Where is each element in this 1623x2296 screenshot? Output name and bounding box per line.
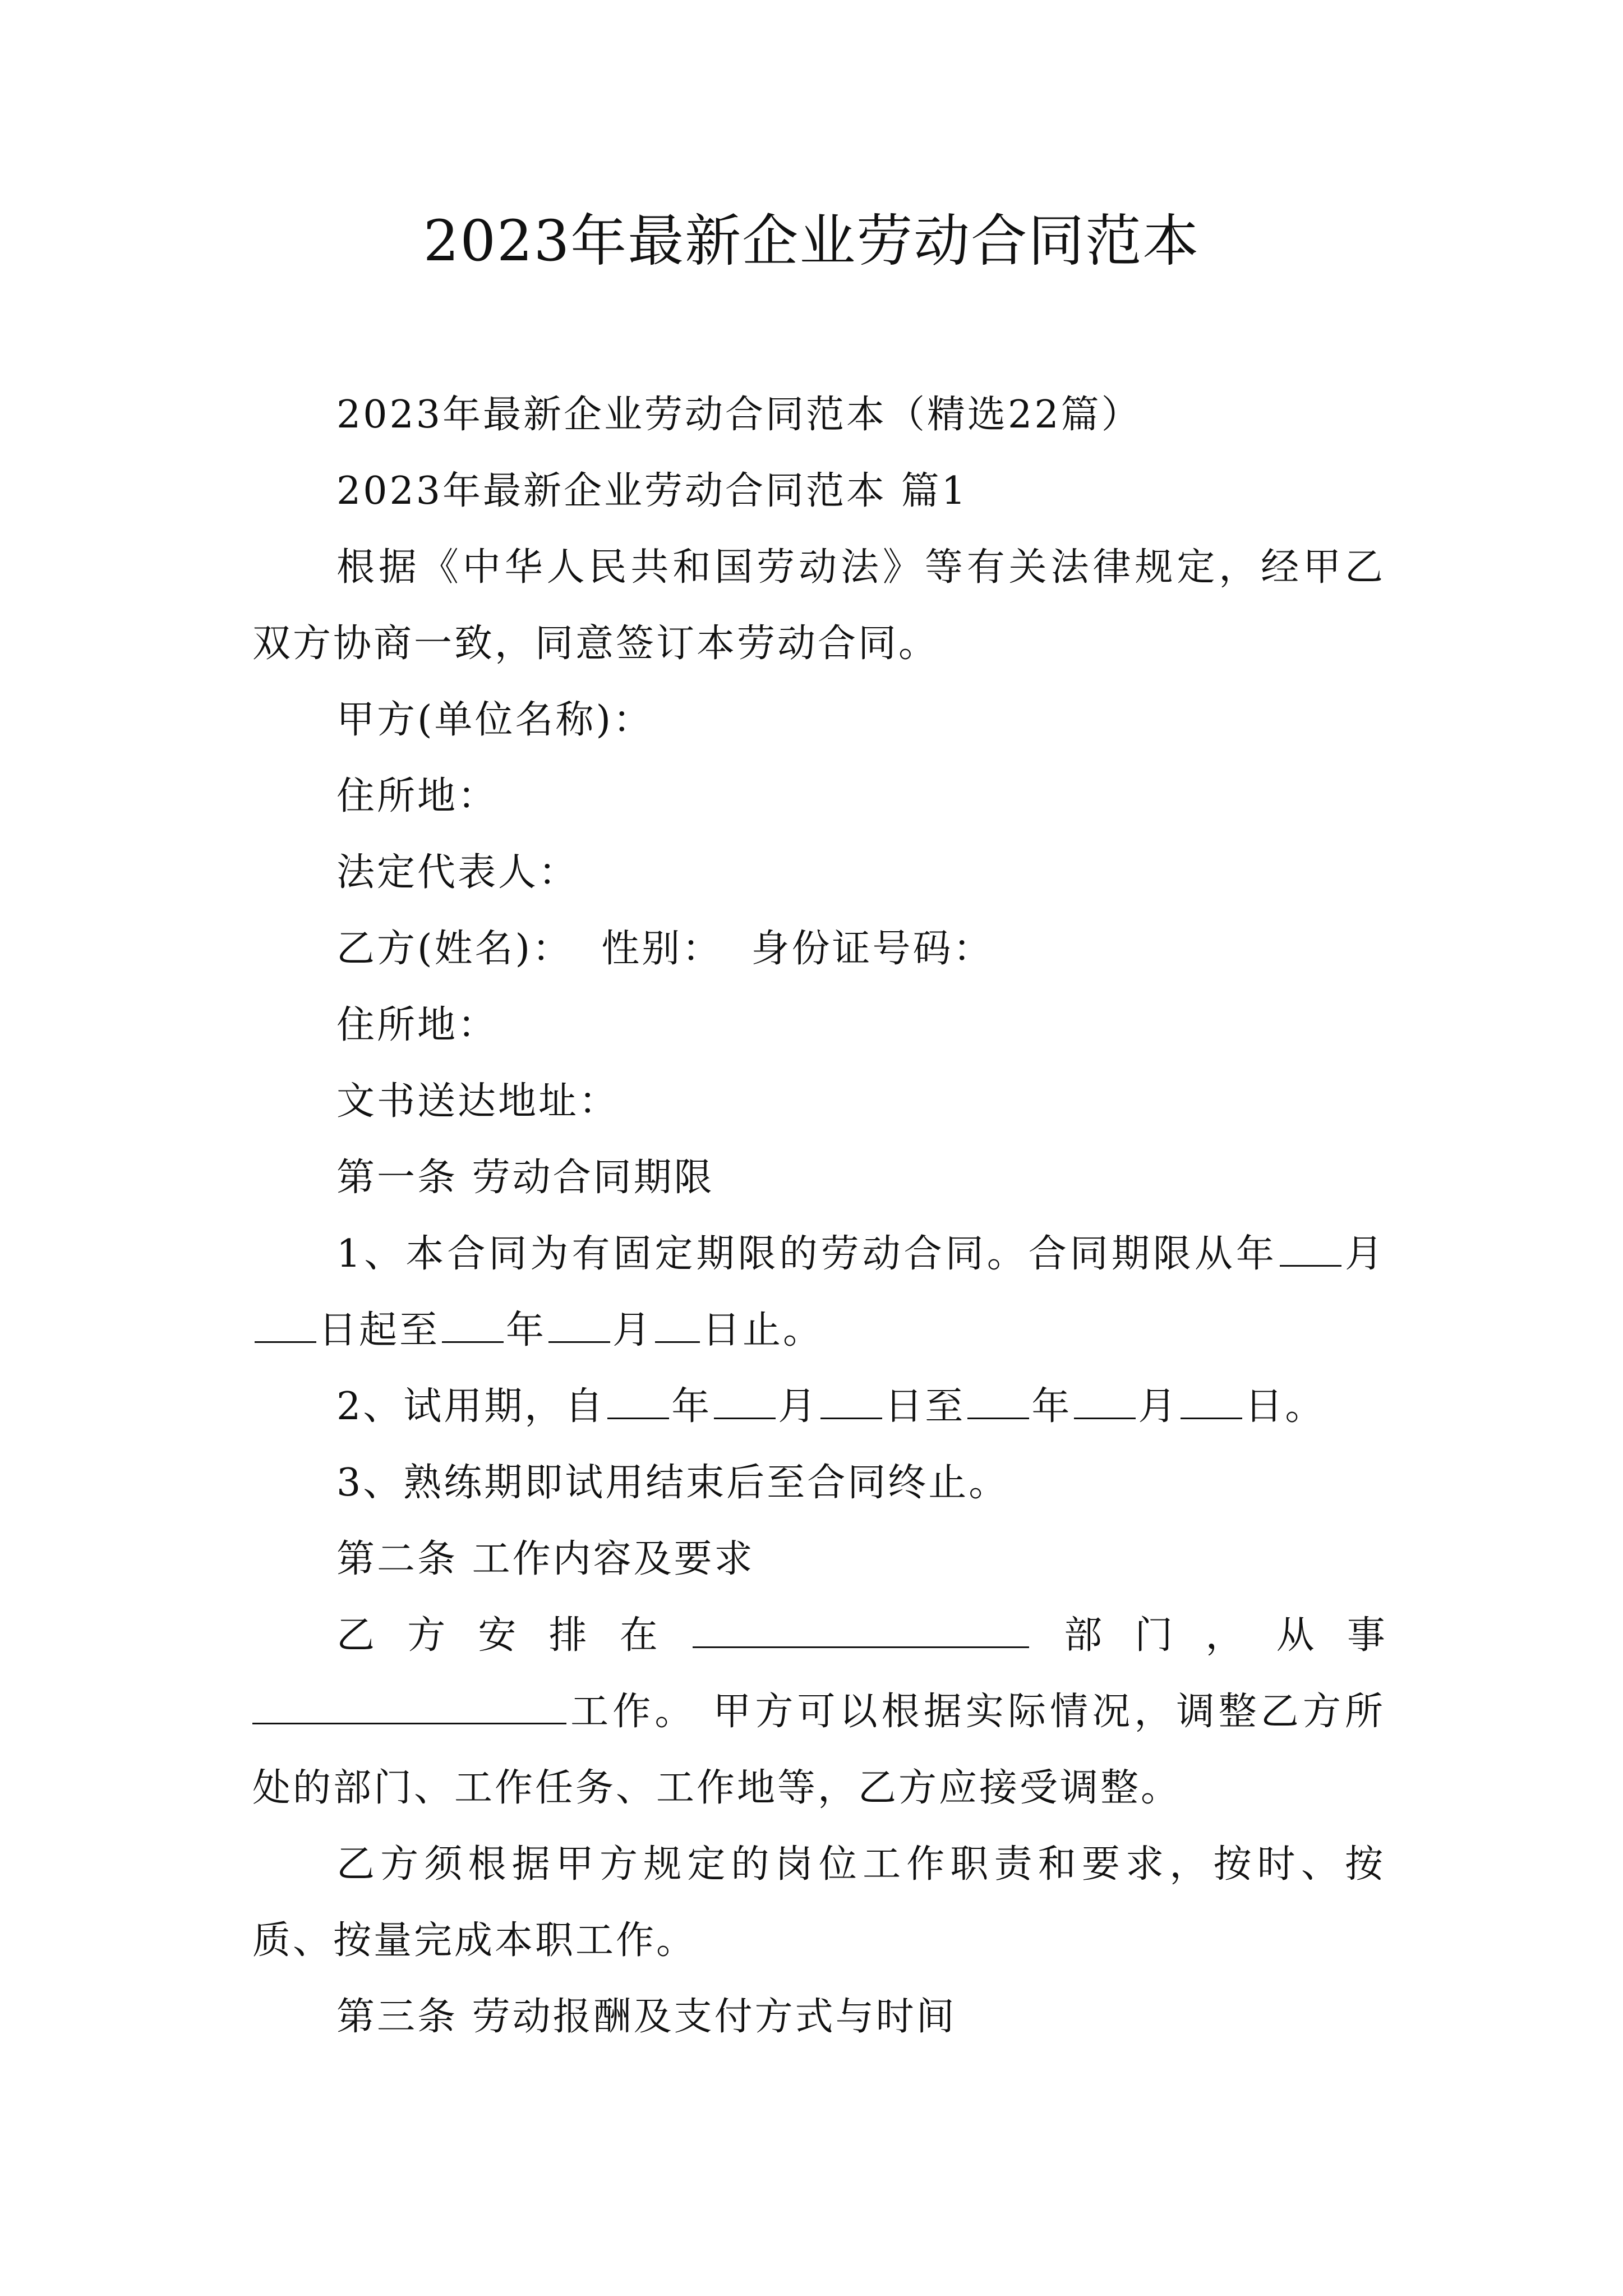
blank-line bbox=[693, 1615, 1029, 1648]
document-title: 2023年最新企业劳动合同范本 bbox=[423, 208, 1200, 274]
spread-char: 事 bbox=[1347, 1613, 1385, 1658]
paragraph-party-b-info: 乙方(姓名)： 性别： 身份证号码： bbox=[336, 927, 994, 971]
blank-line bbox=[1074, 1386, 1136, 1419]
text-segment: 月 bbox=[778, 1384, 819, 1429]
spread-char: 安 bbox=[478, 1613, 517, 1658]
text-segment: 工作。 甲方可以根据实际情况，调整乙方所处的部门、工作任务、工作地等，乙方应接受调整。 bbox=[252, 1690, 1385, 1810]
paragraph-party-a-address: 住所地： bbox=[336, 774, 499, 818]
article-1-heading: 第一条 劳动合同期限 bbox=[336, 1156, 714, 1200]
text-segment: 日至 bbox=[884, 1384, 966, 1429]
blank-line bbox=[714, 1386, 776, 1419]
text-segment: 月 bbox=[1343, 1232, 1385, 1276]
paragraph-work-assignment-line bbox=[252, 1598, 1385, 1674]
blank-line bbox=[607, 1386, 669, 1419]
text-segment: 日止。 bbox=[702, 1308, 824, 1352]
article-2-heading: 第二条 工作内容及要求 bbox=[336, 1537, 755, 1581]
spread-char: 从 bbox=[1276, 1613, 1315, 1658]
paragraph-probation-period bbox=[252, 1369, 1385, 1445]
text-segment: 日起至 bbox=[319, 1308, 440, 1352]
paragraph-work-assignment-rest bbox=[252, 1674, 1385, 1826]
spread-char: 乙 bbox=[336, 1613, 375, 1658]
paragraph-legal-basis: 根据《中华人民共和国劳动法》等有关法律规定，经甲乙双方协商一致，同意签订本劳动合同。 bbox=[252, 545, 1385, 666]
blank-line bbox=[967, 1386, 1029, 1419]
paragraph-delivery-address: 文书送达地址： bbox=[336, 1079, 620, 1124]
spread-char: 在 bbox=[619, 1613, 658, 1658]
paragraph-legal-representative: 法定代表人： bbox=[336, 850, 579, 895]
blank-line bbox=[442, 1310, 504, 1343]
spread-char: 方 bbox=[407, 1613, 446, 1658]
blank-line bbox=[820, 1386, 882, 1419]
text-segment: 年 bbox=[506, 1308, 547, 1352]
blank-line bbox=[255, 1310, 316, 1343]
text-segment: 日。 bbox=[1244, 1384, 1326, 1429]
paragraph-party-a-name: 甲方(单位名称)： bbox=[336, 698, 654, 742]
spread-char: 部 bbox=[1064, 1613, 1103, 1658]
text-segment: 1、本合同为有固定期限的劳动合同。合同期限从年 bbox=[336, 1232, 1278, 1276]
blank-line bbox=[1280, 1234, 1341, 1267]
paragraph-section-title: 2023年最新企业劳动合同范本 篇1 bbox=[336, 469, 968, 513]
paragraph-collection-title: 2023年最新企业劳动合同范本（精选22篇） bbox=[336, 393, 1142, 437]
spread-char: ， bbox=[1205, 1613, 1244, 1658]
spread-char: 排 bbox=[548, 1613, 587, 1658]
blank-line bbox=[252, 1691, 566, 1724]
paragraph-contract-term bbox=[252, 1216, 1385, 1369]
text-segment: 2、试用期，自 bbox=[336, 1384, 606, 1429]
blank-line bbox=[655, 1310, 700, 1343]
spread-char: 门 bbox=[1135, 1613, 1173, 1658]
blank-line bbox=[1181, 1386, 1242, 1419]
text-segment: 年 bbox=[1031, 1384, 1072, 1429]
blank-line bbox=[548, 1310, 610, 1343]
text-segment: 月 bbox=[612, 1308, 653, 1352]
article-3-heading: 第三条 劳动报酬及支付方式与时间 bbox=[336, 1995, 957, 2039]
text-segment: 月 bbox=[1138, 1384, 1179, 1429]
text-segment: 年 bbox=[671, 1384, 712, 1429]
paragraph-skill-period: 3、熟练期即试用结束后至合同终止。 bbox=[336, 1461, 1009, 1505]
paragraph-job-duties: 乙方须根据甲方规定的岗位工作职责和要求，按时、按质、按量完成本职工作。 bbox=[252, 1842, 1385, 1963]
paragraph-party-b-address: 住所地： bbox=[336, 1003, 499, 1047]
document-body bbox=[252, 377, 1385, 2055]
